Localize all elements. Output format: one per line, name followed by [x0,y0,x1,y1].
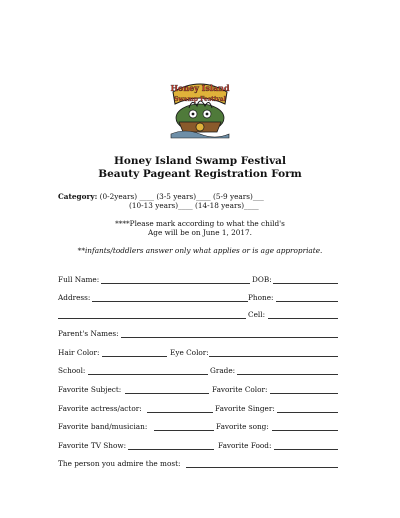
festival-logo [165,78,235,140]
favorite-food-label: Favorite Food: [218,441,272,450]
favorite-tv-label: Favorite TV Show: [58,441,127,450]
address-field[interactable] [92,301,248,302]
address-label: Address: [58,293,91,302]
school-label: School: [58,366,86,375]
favorite-subject-field[interactable] [125,393,209,394]
favorite-band-label: Favorite band/musician: [58,422,148,431]
favorite-food-field[interactable] [274,449,338,450]
eye-color-label: Eye Color: [170,348,209,357]
favorite-color-label: Favorite Color: [212,385,268,394]
favorite-subject-label: Favorite Subject: [58,385,122,394]
favorite-singer-field[interactable] [277,412,338,413]
phone-label: Phone: [248,293,274,302]
admire-field[interactable] [186,467,338,468]
parents-names-label: Parent's Names: [58,329,119,338]
phone-field[interactable] [276,301,338,302]
cell-label: Cell: [248,310,266,319]
dob-field[interactable] [273,283,338,284]
cell-field[interactable] [268,318,338,319]
age-note-line-1: ****Please mark according to what the child's [115,219,285,228]
category-options-1: (0-2years) ____ (3-5 years)____ (5-9 years)___ [99,192,264,201]
favorite-color-field[interactable] [270,393,338,394]
category-label: Category: [58,192,98,201]
favorite-song-field[interactable] [272,430,338,431]
admire-label: The person you admire the most: [58,459,181,468]
hair-color-field[interactable] [102,356,167,357]
school-field[interactable] [88,374,208,375]
logo-text-line1: Honey Island [170,83,230,93]
age-note-line-2: Age will be on June 1, 2017. [148,228,252,237]
favorite-actor-field[interactable] [147,412,213,413]
logo-text-line2: Swamp Festival [174,96,226,103]
full-name-field[interactable] [101,283,250,284]
favorite-tv-field[interactable] [128,449,214,450]
favorite-actor-label: Favorite actress/actor: [58,404,142,413]
dob-label: DOB: [252,275,272,284]
favorite-band-field[interactable] [154,430,214,431]
favorite-song-label: Favorite song: [216,422,269,431]
grade-label: Grade: [210,366,236,375]
address-line-2-field[interactable] [58,318,246,319]
form-title: Honey Island Swamp Festival [114,155,286,167]
infants-note: **infants/toddlers answer only what applies or is age appropriate. [77,246,323,255]
grade-field[interactable] [237,374,338,375]
category-options-2: (10-13 years)____ (14-18 years)____ [129,201,259,210]
hair-color-label: Hair Color: [58,348,100,357]
full-name-label: Full Name: [58,275,100,284]
parents-names-field[interactable] [121,337,338,338]
form-subtitle: Beauty Pageant Registration Form [98,168,302,180]
eye-color-field[interactable] [209,356,338,357]
favorite-singer-label: Favorite Singer: [215,404,275,413]
